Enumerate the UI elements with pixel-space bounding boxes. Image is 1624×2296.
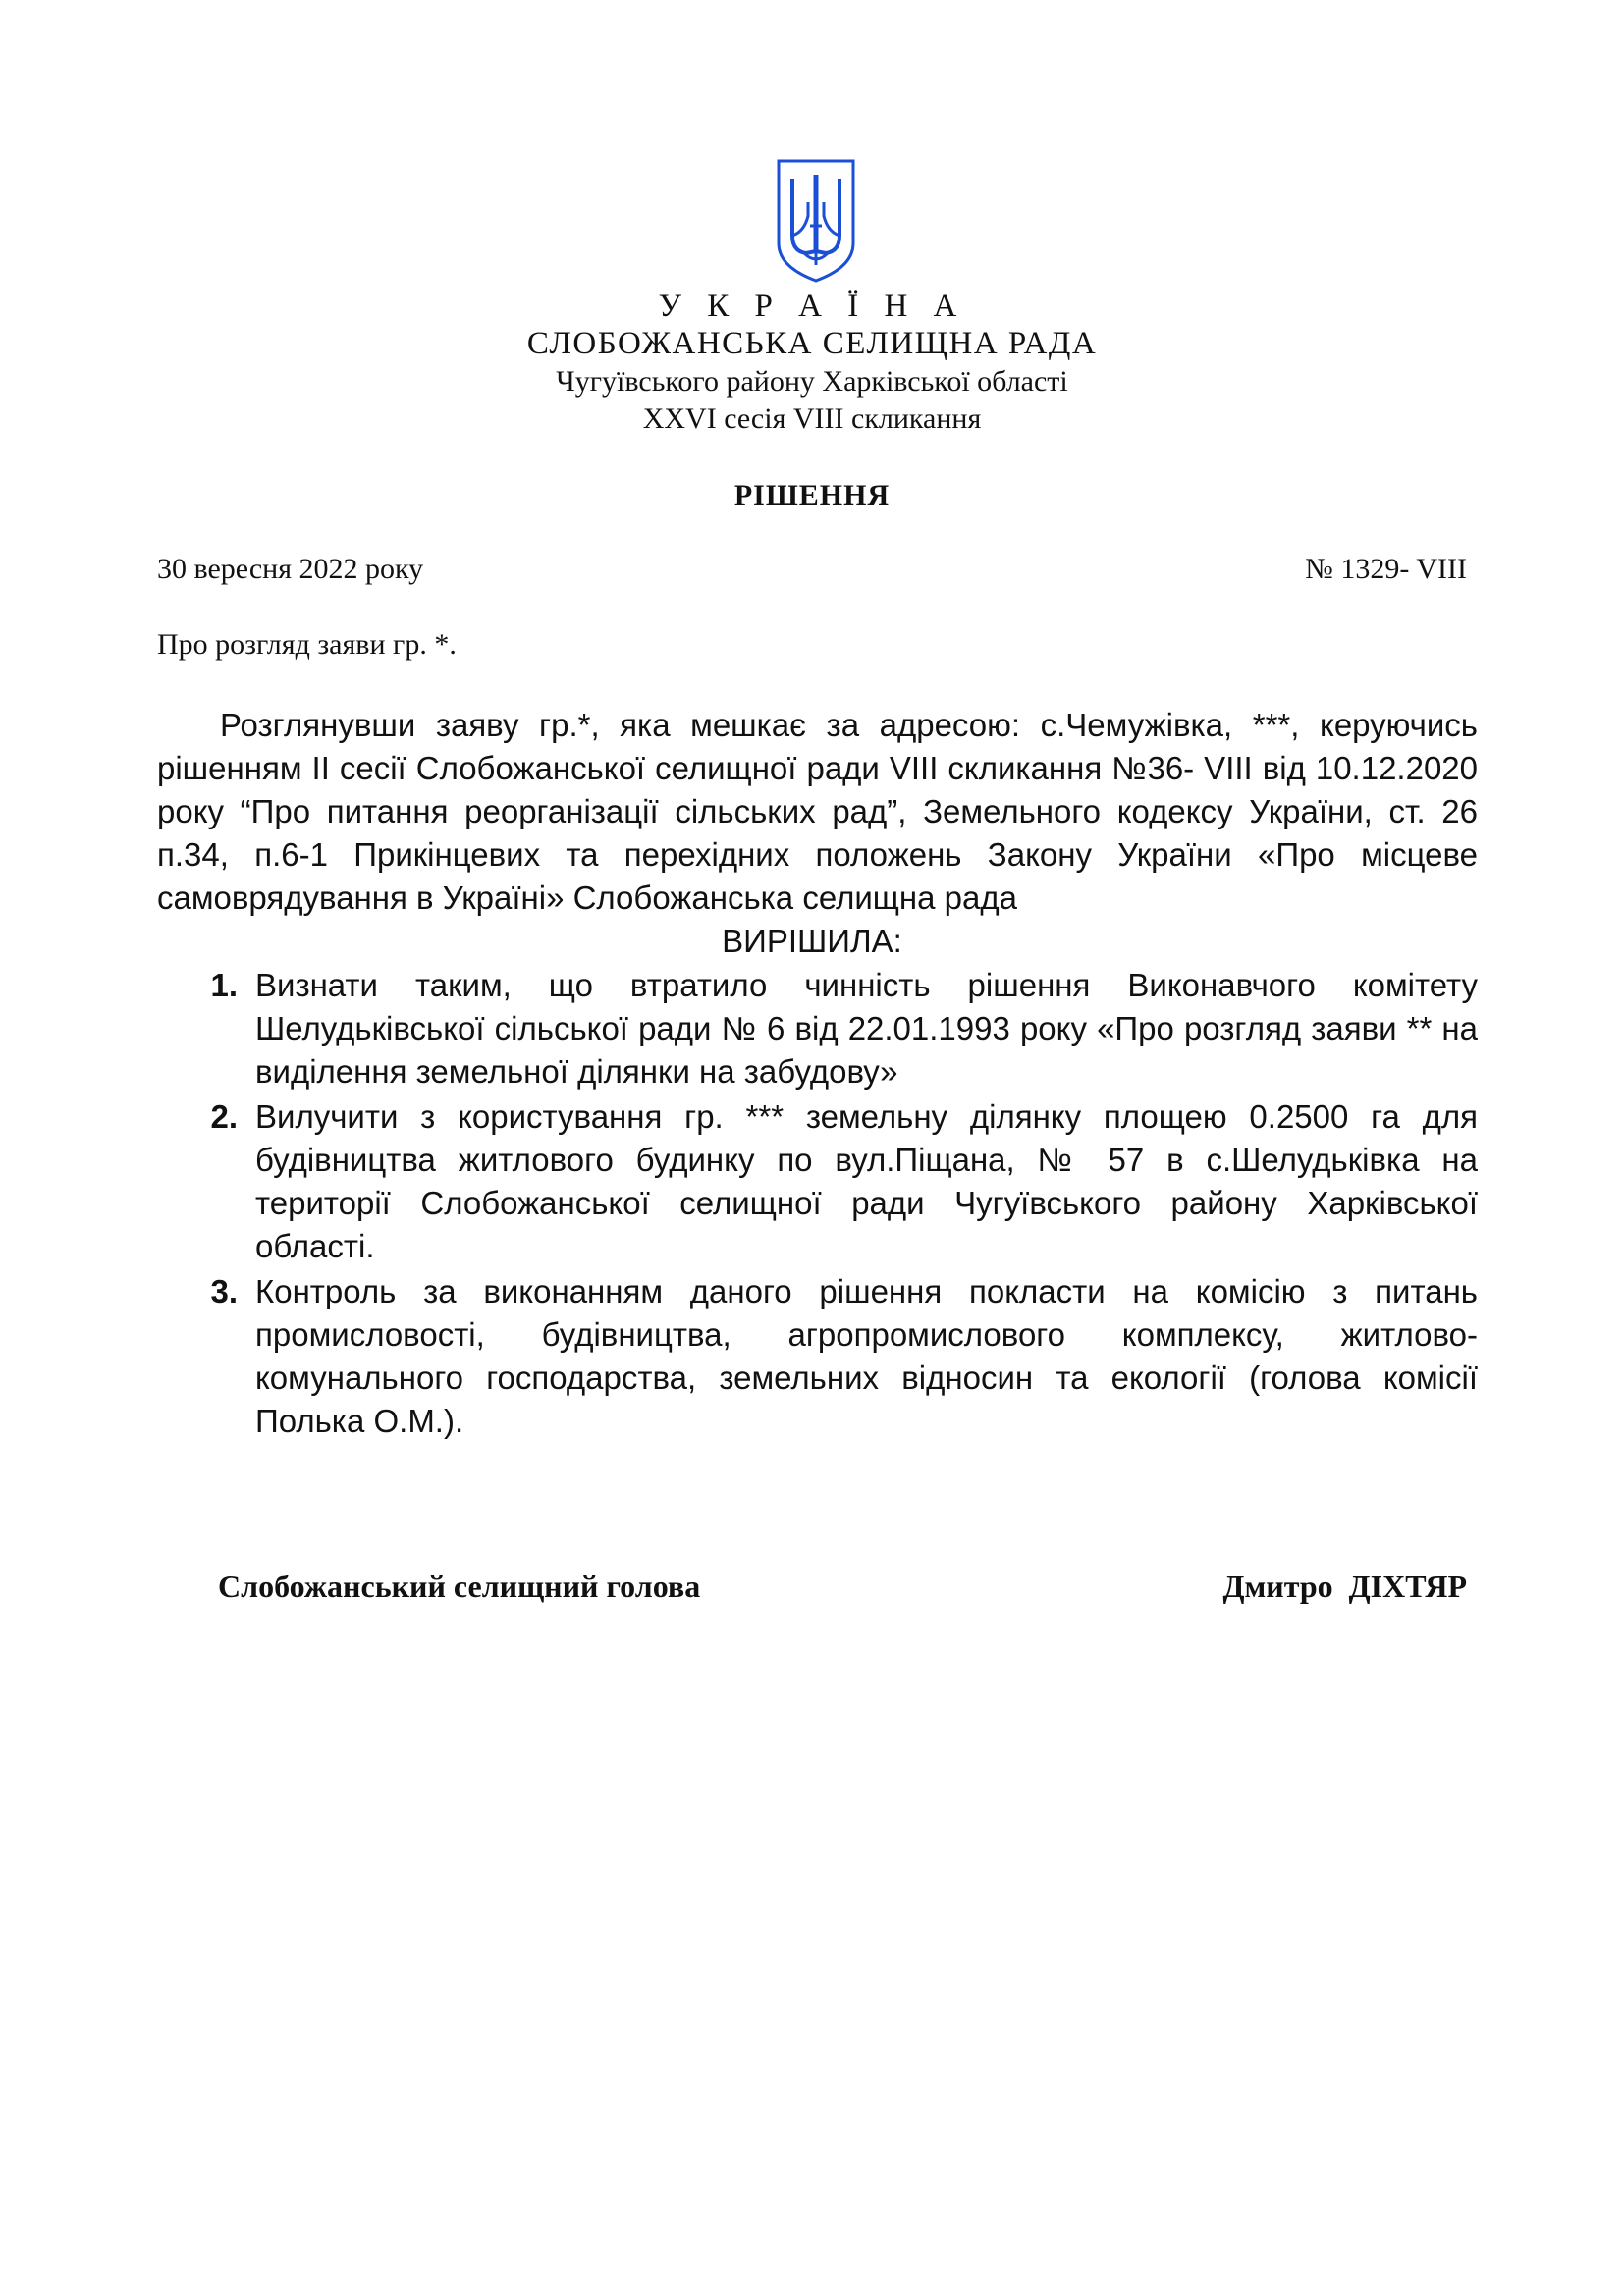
item-number: 2.: [210, 1098, 238, 1135]
item-number: 3.: [210, 1273, 238, 1309]
header-council: СЛОБОЖАНСЬКА СЕЛИЩНА РАДА: [526, 326, 1098, 361]
item-text: Вилучити з користування гр. *** земельну ділянку площею 0.2500 га для будівництва житлового будинку по вул.Піщана, № 57 в с.Шелудьківка на території Слобожанської селищної ради Чугуївського району Харківської області.: [255, 1098, 1478, 1264]
preamble-paragraph: Розглянувши заяву гр.*, яка мешкає за адресою: с.Чемужівка, ***, керуючись рішенням II сесії Слобожанської селищної ради VIII скликання №36- VIII від 10.12.2020 року “Про питання реорганізації сільських рад”, Земельного кодексу України, ст. 26 п.34, п.6-1 Прикінцевих та перехідних положень Закону України «Про місцеве самоврядування в Україні» Слобожанська селищна рада: [157, 707, 1478, 916]
item-text: Визнати таким, що втратило чинність рішення Виконавчого комітету Шелудьківської сільської ради № 6 від 22.01.1993 року «Про розгляд заяви ** на виділення земельної ділянки на забудову»: [255, 967, 1478, 1090]
resolution-item: [157, 964, 1478, 1094]
decision-number: № 1329- VIII: [1305, 553, 1467, 585]
signatory-name: Дмитро ДІХТЯР: [1222, 1569, 1467, 1604]
decision-subject: Про розгляд заяви гр. *.: [157, 628, 457, 661]
resolution-item: [157, 1270, 1478, 1443]
header-country: У К Р А Ї Н А: [658, 289, 966, 324]
resolved-heading: ВИРІШИЛА:: [722, 923, 902, 959]
signatory-title: Слобожанський селищний голова: [218, 1569, 701, 1604]
item-number: 1.: [210, 967, 238, 1003]
item-text: Контроль за виконанням даного рішення покласти на комісію з питань промисловості, будівництва, агропромислового комплексу, житлово-комунального господарства, земельних відносин та екології (голова комісії Полька О.М.).: [255, 1273, 1478, 1439]
resolution-item: [157, 1095, 1478, 1268]
header-session: XXVI сесія VIII скликання: [642, 402, 982, 435]
ukraine-coat-of-arms-icon: [775, 157, 857, 285]
document-type: РІШЕННЯ: [733, 479, 891, 511]
header-district: Чугуївського району Харківської області: [556, 365, 1068, 398]
decision-date: 30 вересня 2022 року: [157, 553, 424, 585]
resolution-items: [157, 964, 1478, 1445]
